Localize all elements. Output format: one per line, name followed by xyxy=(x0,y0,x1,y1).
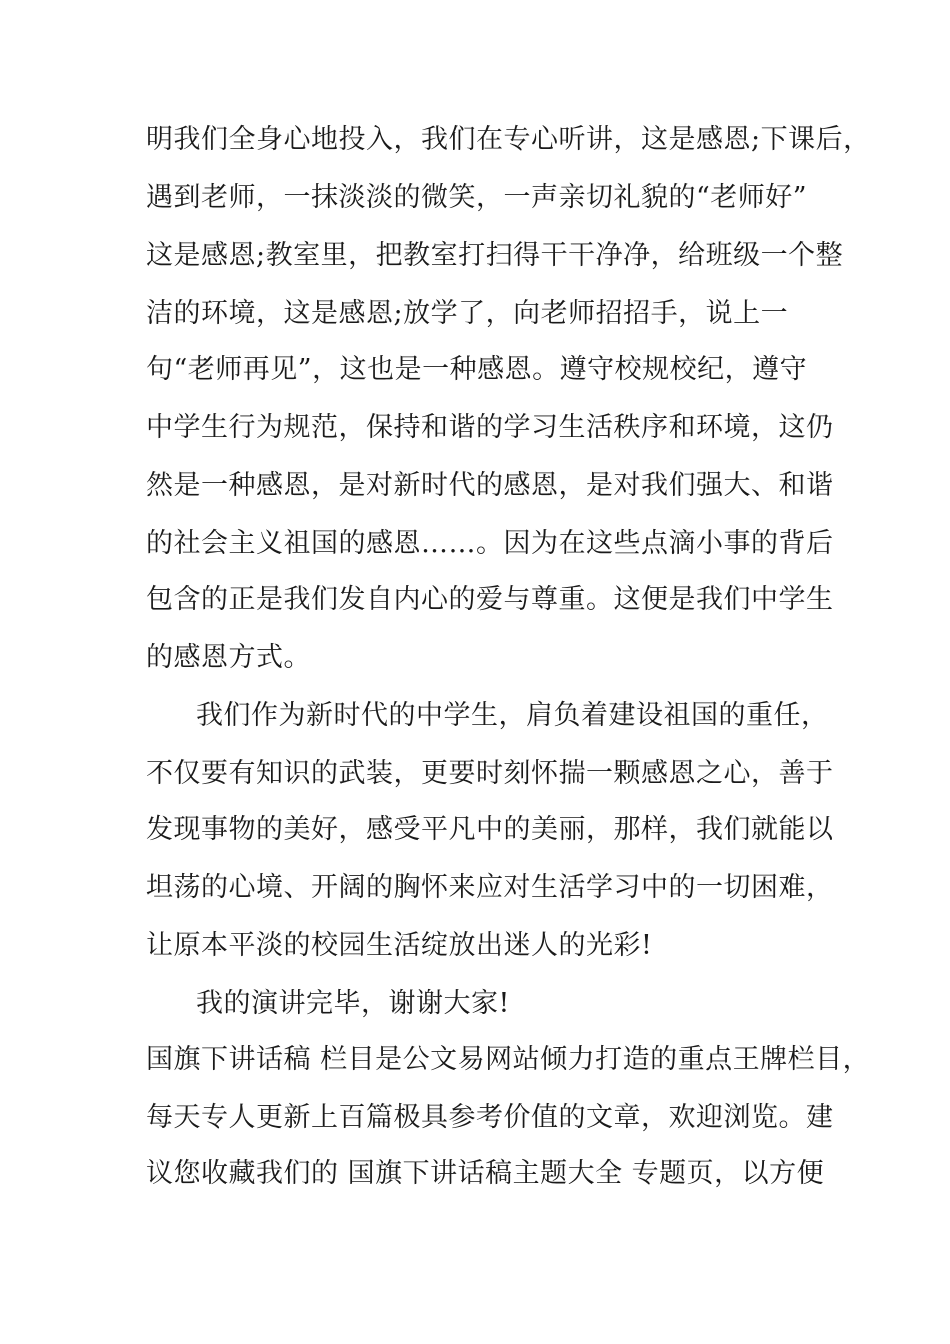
paragraph-1-line-4: 洁的环境，这是感恩;放学了，向老师招招手，说上一 xyxy=(146,298,789,329)
footer-note-line-1: 国旗下讲话稿 栏目是公文易网站倾力打造的重点王牌栏目， xyxy=(146,1044,871,1075)
paragraph-2-line-2: 不仅要有知识的武装，更要时刻怀揣一颗感恩之心，善于 xyxy=(146,758,834,789)
paragraph-1-line-1: 明我们全身心地投入，我们在专心听讲，这是感恩;下课后， xyxy=(146,124,871,155)
paragraph-2-line-4: 坦荡的心境、开阔的胸怀来应对生活学习中的一切困难， xyxy=(146,872,834,903)
closing-line: 我的演讲完毕，谢谢大家! xyxy=(196,988,510,1019)
paragraph-1-line-9: 包含的正是我们发自内心的爱与尊重。这便是我们中学生 xyxy=(146,584,834,615)
paragraph-2-line-1: 我们作为新时代的中学生，肩负着建设祖国的重任， xyxy=(196,700,829,731)
footer-note-line-2: 每天专人更新上百篇极具参考价值的文章，欢迎浏览。建 xyxy=(146,1102,834,1133)
paragraph-1-line-10: 的感恩方式。 xyxy=(146,642,311,673)
paragraph-1-line-2: 遇到老师，一抹淡淡的微笑，一声亲切礼貌的“老师好” xyxy=(146,182,808,213)
paragraph-1-line-7: 然是一种感恩，是对新时代的感恩，是对我们强大、和谐 xyxy=(146,470,834,501)
paragraph-2-line-5: 让原本平淡的校园生活绽放出迷人的光彩! xyxy=(146,930,653,961)
paragraph-2-line-3: 发现事物的美好，感受平凡中的美丽，那样，我们就能以 xyxy=(146,814,834,845)
paragraph-1-line-3: 这是感恩;教室里，把教室打扫得干干净净，给班级一个整 xyxy=(146,240,844,271)
paragraph-1-line-5: 句“老师再见”，这也是一种感恩。遵守校规校纪，遵守 xyxy=(146,354,808,385)
paragraph-1-line-8: 的社会主义祖国的感恩……。因为在这些点滴小事的背后 xyxy=(146,528,834,559)
footer-note-line-3: 议您收藏我们的 国旗下讲话稿主题大全 专题页，以方便 xyxy=(146,1158,825,1189)
paragraph-1-line-6: 中学生行为规范，保持和谐的学习生活秩序和环境，这仍 xyxy=(146,412,834,443)
